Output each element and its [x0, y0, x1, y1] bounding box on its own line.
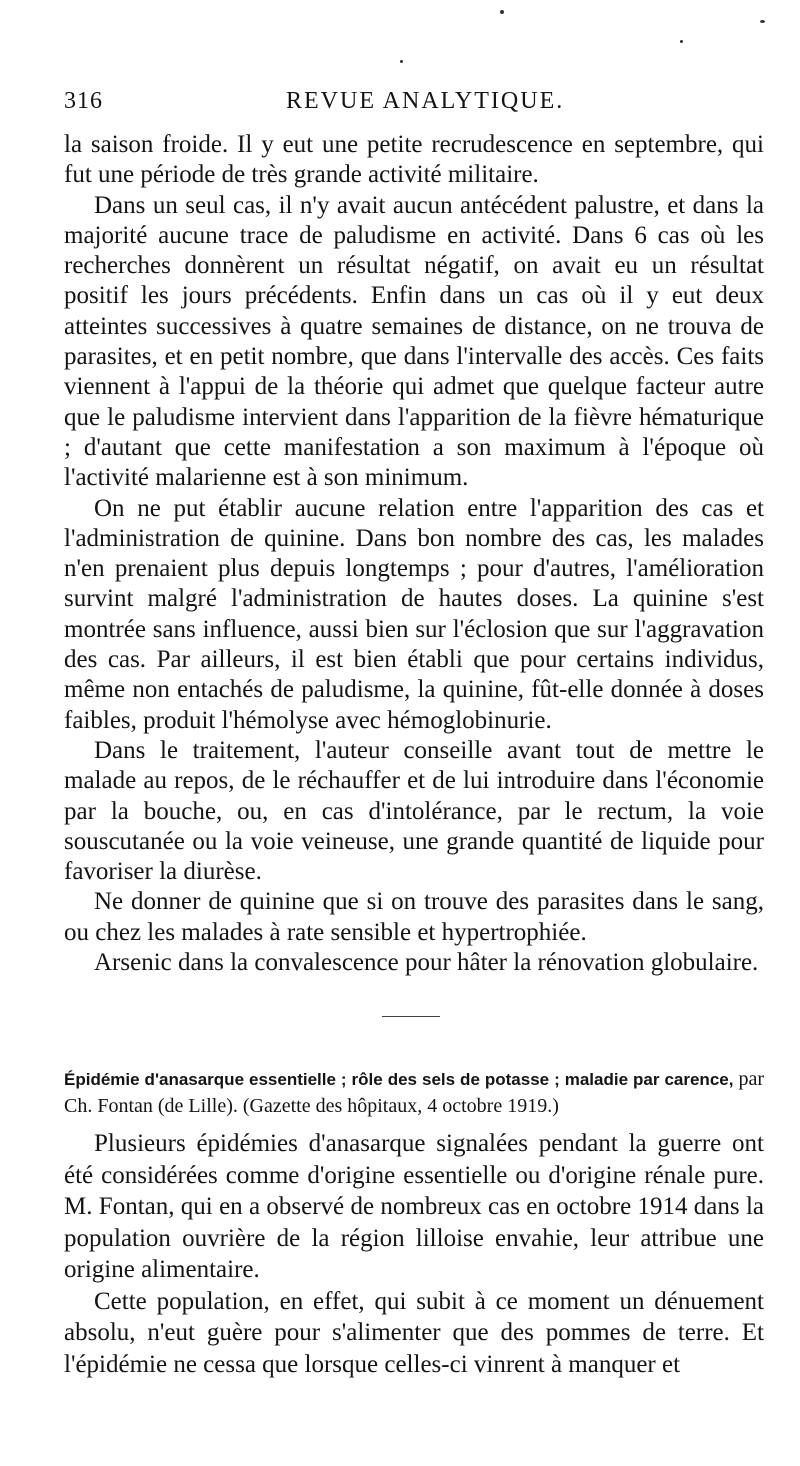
article-body	[64, 1128, 764, 1380]
page-header	[64, 88, 744, 128]
article-entry	[64, 1066, 764, 1380]
review-text	[64, 130, 764, 978]
paragraph: Arsenic dans la convalescence pour hâter la rénovation globulaire.	[94, 949, 759, 977]
paper-speck	[680, 40, 683, 43]
running-title: REVUE ANALYTIQUE.	[286, 88, 565, 114]
paragraph: Cette population, en effet, qui subit à ce moment un dénuement absolu, n'eut guère pour s'alimenter que des pommes de terre. Et l'épidémie ne cessa que lorsque celles-ci vinrent à manquer et	[64, 1287, 764, 1378]
paragraph: On ne put établir aucune relation entre l'apparition des cas et l'administration de quinine. Dans bon nombre des cas, les malades n'en prenaient plus depuis longtemps ; pour d'autres, l'amélioration survint malgré l'administration de hautes doses. La quinine s'est montrée sans influence, aussi bien sur l'éclosion que sur l'aggravation des cas. Par ailleurs, il est bien établi que pour certains individus, même non entachés de paludisme, la quinine, fût-elle donnée à doses faibles, produit l'hémolyse avec hémoglobinurie.	[64, 494, 764, 734]
paper-speck	[400, 60, 403, 63]
article-heading	[64, 1066, 764, 1120]
paragraph: Dans le traitement, l'auteur conseille avant tout de mettre le malade au repos, de le réchauffer et de lui introduire dans l'économie par la bouche, ou, en cas d'intolérance, par le rectum, la voie souscutanée ou la voie veineuse, une grande quantité de liquide pour favoriser la diurèse.	[64, 736, 764, 886]
paper-speck	[760, 20, 765, 23]
paragraph: Ne donner de quinine que si on trouve des parasites dans le sang, ou chez les malades à rate sensible et hypertrophiée.	[64, 888, 764, 946]
paper-speck	[500, 10, 504, 14]
page-number: 316	[64, 88, 103, 114]
paragraph-continued: la saison froide. Il y eut une petite recrudescence en septembre, qui fut une période de très grande activité militaire.	[64, 131, 764, 189]
paragraph: Plusieurs épidémies d'anasarque signalées pendant la guerre ont été considérées comme d'origine essentielle ou d'origine rénale pure. M. Fontan, qui en a observé de nombreux cas en octobre 1914 dans la population ouvrière de la région lilloise envahie, leur attribue une origine alimentaire.	[64, 1130, 764, 1283]
section-divider	[382, 1016, 440, 1017]
article-source: par Ch. Fontan (de Lille). (Gazette des hôpitaux, 4 octobre 1919.)	[64, 1068, 764, 1117]
paragraph: Dans un seul cas, il n'y avait aucun antécédent palustre, et dans la majorité aucune trace de paludisme en activité. Dans 6 cas où les recherches donnèrent un résultat négatif, on avait eu un résultat positif les jours précédents. Enfin dans un cas où il y eut deux atteintes successives à quatre semaines de distance, on ne trouva de parasites, et en petit nombre, que dans l'intervalle des accès. Ces faits viennent à l'appui de la théorie qui admet que quelque facteur autre que le paludisme intervient dans l'apparition de la fièvre hématurique ; d'autant que cette manifestation a son maximum à l'époque où l'activité malarienne est à son minimum.	[64, 191, 764, 492]
article-title: Épidémie d'anasarque essentielle ; rôle des sels de potasse ; maladie par carence,	[64, 1070, 734, 1089]
